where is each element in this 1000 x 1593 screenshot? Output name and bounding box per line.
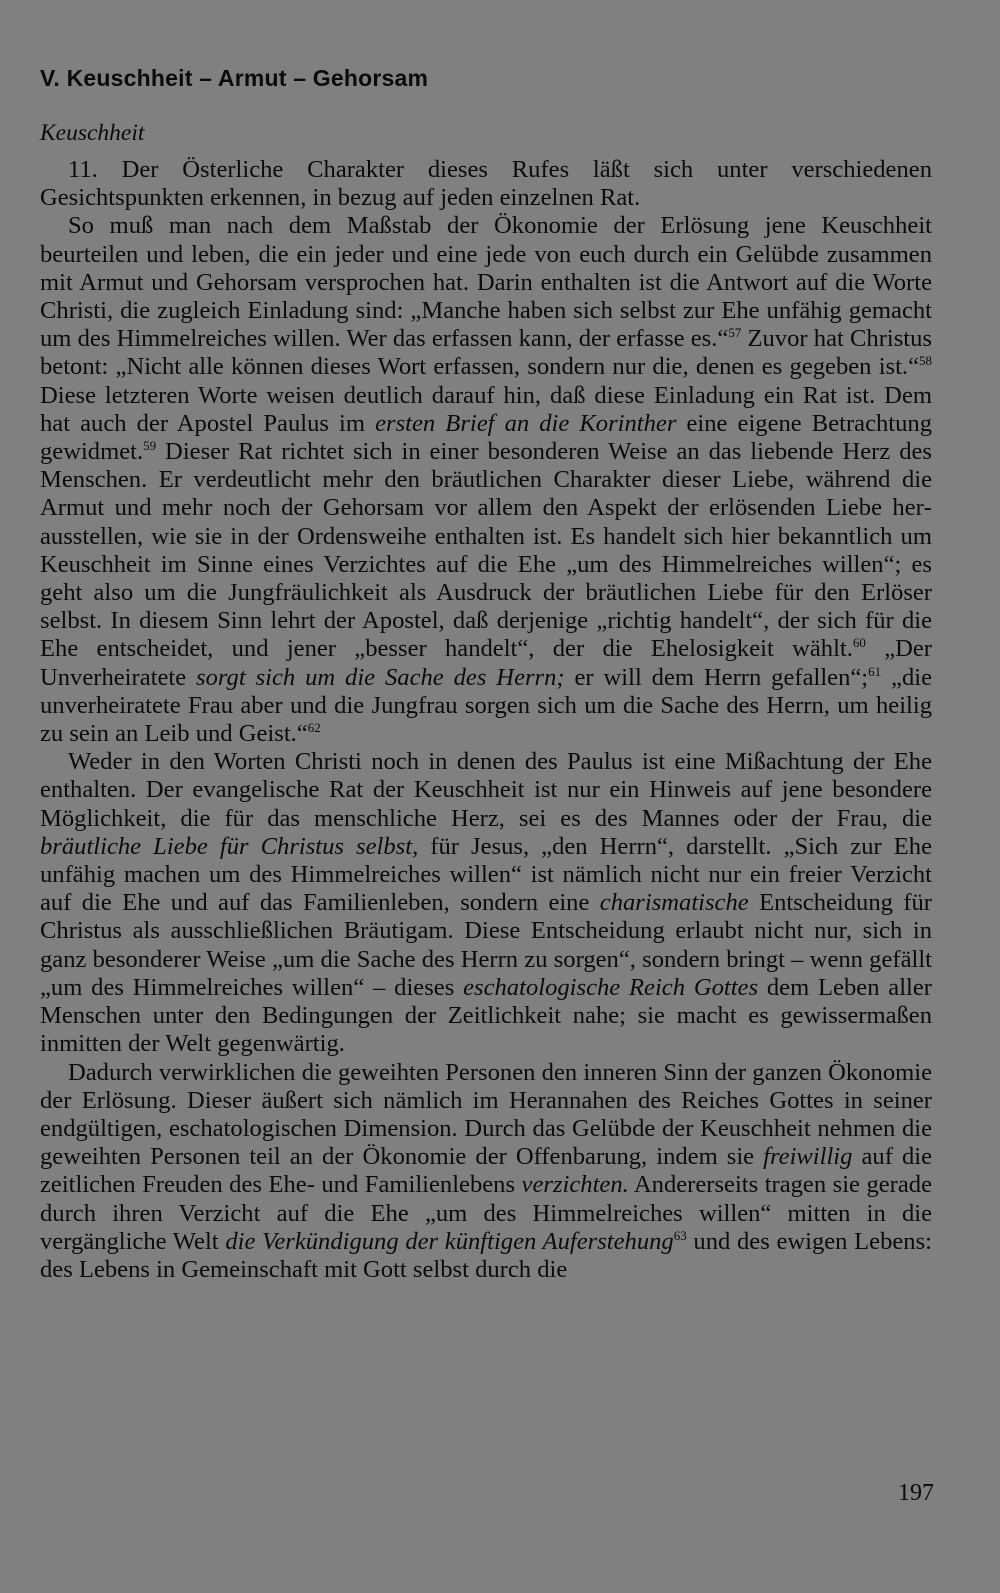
emphasis-text: verzichten. xyxy=(521,1171,629,1199)
emphasis-text: eschatologische Reich Gottes xyxy=(463,973,759,1001)
text-run: „die unverheiratete Frau aber und die Jungfrau sorgen sich um die Sache des Herrn, um heilig zu sein an Leib und Geist.“ xyxy=(40,663,932,748)
emphasis-text: die Verkündigung der künftigen Auferstehung xyxy=(225,1227,674,1255)
footnote-ref: 61 xyxy=(868,663,882,679)
text-run: Weder in den Worten Christi noch in denen des Paulus ist eine Mißachtung der Ehe enthalten. Der evangelische Rat der Keuschheit ist nur ein Hinweis auf jene besondere Möglichkeit, die für das menschliche Herz, sei es des Mannes oder der Frau, die xyxy=(40,748,932,832)
section-heading: Keuschheit xyxy=(40,120,145,146)
chapter-heading: V. Keuschheit – Armut – Gehorsam xyxy=(40,65,429,91)
text-run: und des ewigen Lebens: des Lebens in Gemeinschaft mit Gott selbst durch die xyxy=(40,1227,932,1283)
text-run: Dieser Rat richtet sich in einer besonderen Weise an das liebende Herz des Menschen. Er verdeutlicht mehr den bräutlichen Charakter dieser Liebe, während die Armut und mehr noch der Gehorsam vor allem den Aspekt der erlösenden Liebe herausstellen, wie sie in der Ordensweihe enthalten ist. Es handelt sich hier bekanntlich um Keuschheit im Sinne eines Verzichtes auf die Ehe „um des Himmelreiches willen“; es geht also um die Jungfräulichkeit als Ausdruck der bräutlichen Liebe für den Erlöser selbst. In diesem Sinn lehrt der Apostel, daß derjenige „richtig handelt“, der sich für die Ehe entscheidet, und jener „besser handelt“, der die Ehelosigkeit wählt. xyxy=(40,438,932,663)
text-run: Entscheidung für Christus als ausschließlichen Bräutigam. Diese Entscheidung erlaubt nicht nur, sich in ganz besonderer Weise „um die Sache des Herrn zu sorgen“, sondern bringt – wenn gefällt „um des Himmelreiches willen“ – dieses xyxy=(40,889,932,1001)
emphasis-text: ersten Brief an die Korinther xyxy=(375,409,677,437)
footnote-ref: 58 xyxy=(919,353,932,369)
text-run: für Jesus, „den Herrn“, darstellt. „Sich zur Ehe unfähig machen um des Himmelreiches willen“ ist nämlich nicht nur ein freier Verzicht auf die Ehe und auf das Familienleben, sondern eine xyxy=(40,832,932,917)
emphasis-text: charismatische xyxy=(599,889,749,917)
text-run: 11. Der Österliche Charakter dieses Rufes läßt sich unter verschiedenen Gesichtspunkten erkennen, in bezug auf jeden einzelnen Rat. xyxy=(40,156,932,212)
body-text xyxy=(40,156,932,1284)
text-run: Dadurch verwirklichen die geweihten Personen den inneren Sinn der ganzen Ökonomie der Erlösung. Dieser äußert sich nämlich im Herannahen des Reiches Gottes in seiner endgültigen, eschatologischen Dimension. Durch das Gelübde der Keuschheit nehmen die geweihten Personen teil an der Ökonomie der Offenbarung, indem sie xyxy=(40,1058,932,1171)
footnote-ref: 59 xyxy=(143,437,157,453)
footnote-ref: 60 xyxy=(852,635,866,651)
text-run: auf die zeitlichen Freuden des Ehe- und Familienlebens xyxy=(40,1143,932,1199)
footnote-ref: 62 xyxy=(307,719,321,735)
paragraph xyxy=(40,212,932,748)
text-run: Zuvor hat Christus betont: „Nicht alle können dieses Wort erfassen, sondern nur die, denen es gegeben ist.“ xyxy=(40,325,932,381)
footnote-ref: 63 xyxy=(673,1227,687,1243)
text-run: eine eigene Betrachtung gewidmet. xyxy=(40,409,933,466)
page-content xyxy=(40,58,932,1284)
text-run: er will dem Herrn gefallen“; xyxy=(564,663,869,691)
text-run: dem Leben aller Menschen unter den Bedingungen der Zeitlichkeit nahe; sie macht es gewissermaßen inmitten der Welt gegenwärtig. xyxy=(40,973,932,1058)
paragraph xyxy=(40,156,932,212)
text-run: Diese letzteren Worte weisen deutlich darauf hin, daß diese Einladung ein Rat ist. Dem hat auch der Apostel Paulus im xyxy=(40,381,932,437)
page-number: 197 xyxy=(898,1480,934,1506)
emphasis-text: sorgt sich um die Sache des Herrn; xyxy=(196,663,565,691)
text-run: „Der Unverheiratete xyxy=(40,635,932,691)
text-run: So muß man nach dem Maßstab der Ökonomie der Erlösung jene Keuschheit beurteilen und leben, die ein jeder und eine jede von euch durch ein Gelübde zusammen mit Armut und Gehorsam versprochen hat. Darin enthalten ist die Antwort auf die Worte Christi, die zugleich Einladung sind: „Manche haben sich selbst zur Ehe unfähig gemacht um des Himmelreiches willen. Wer das erfassen kann, der erfasse es.“ xyxy=(40,212,932,353)
paragraph xyxy=(40,1059,932,1285)
text-run: Andererseits tragen sie gerade durch ihren Verzicht auf die Ehe „um des Himmelreiches willen“ mitten in die vergängliche Welt xyxy=(40,1171,932,1255)
footnote-ref: 57 xyxy=(728,325,742,341)
emphasis-text: bräutliche Liebe für Christus selbst, xyxy=(40,832,419,860)
emphasis-text: freiwillig xyxy=(763,1143,853,1171)
paragraph xyxy=(40,748,932,1058)
